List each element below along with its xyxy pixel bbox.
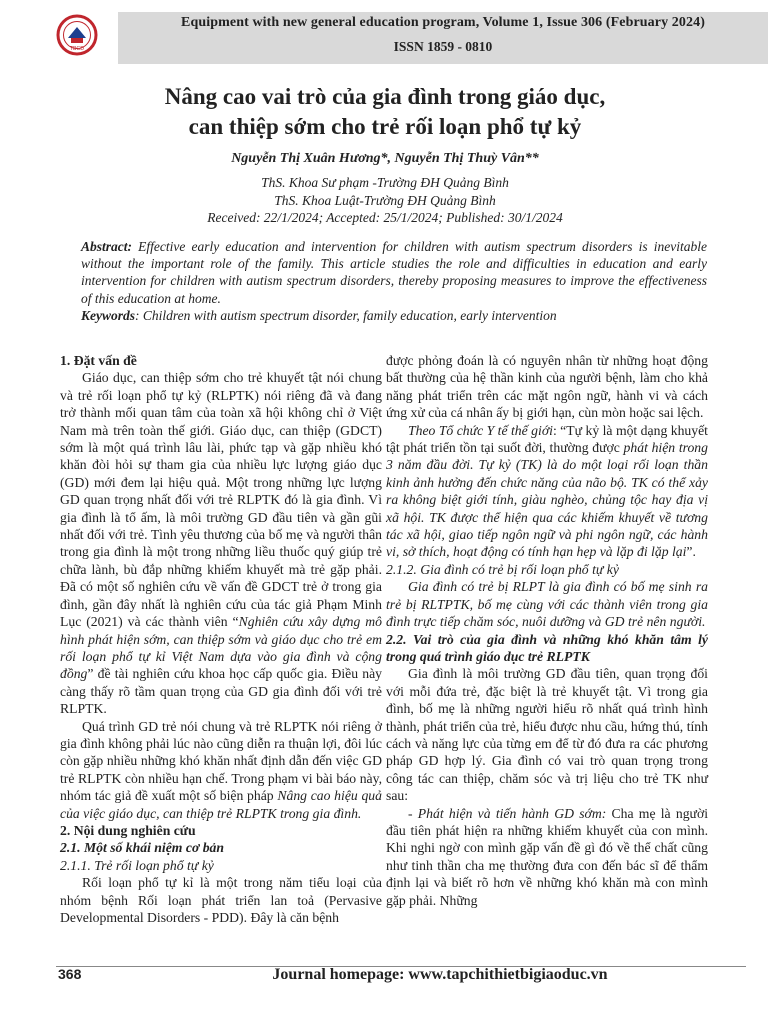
logo-text: TBGD [69, 46, 85, 52]
section-heading-2: 2. Nội dung nghiên cứu [60, 822, 196, 838]
article-title [60, 82, 710, 142]
abstract-text: Effective early education and intervention for children with autism spectrum disorders is inevitable without the important role of the family. This article studies the role and difficulties in education and early intervention for children with autism spectrum disorders, thereby proposing measures to improve the effectiveness of this education at home. [81, 239, 707, 306]
quoted-definition: phát hiện trong 3 năm đầu đời. Tự kỷ (TK) là do một loại rối loạn thần kinh ảnh hưởng đến chức năng của não bộ. TK có thể xảy ra không biệt giới tính, giàu nghèo, chủng tộc hay địa vị xã hội. TK được thể hiện qua các khiếm khuyết về tương tác xã hội, giao tiếp ngôn ngữ và phi ngôn ngữ, các hành vi, sở thích, hoạt động có tính hạn hẹp và lặp đi lặp lại [386, 440, 708, 560]
keywords-text: : Children with autism spectrum disorder, family education, early intervention [135, 307, 557, 323]
paragraph-text: ” đề tài nghiên cứu khoa học cấp quốc gia. Điều này càng thấy rõ tầm quan trọng của GD gia đình đối với trẻ RLPTK. [60, 666, 382, 717]
subsection-heading-2-1-1: 2.1.1. Trẻ rối loạn phổ tự kỷ [60, 857, 214, 873]
paragraph [60, 718, 382, 822]
paper-topic: Nâng cao hiệu quả của việc giáo dục, can thiệp trẻ RLPTK trong gia đình. [60, 788, 382, 821]
paragraph: Gia đình là môi trường GD đầu tiên, quan trọng đối với mỗi đứa trẻ, đặc biệt là trẻ khuyết tật. Vì trong gia đình, bố mẹ là những người hiểu rõ nhất quá trình hình thành, phát triển của trẻ, hiểu được nhu cầu, hứng thú, tính cách và năng lực của từng em để từ đó đưa ra các phương pháp GD hợp lý. Gia đình có vai trò quan trọng trong công tác can thiệp, chăm sóc và trị liệu cho trẻ TK như sau: [386, 666, 708, 804]
journal-citation-line: Equipment with new general education program, Volume 1, Issue 306 (February 2024) [181, 15, 705, 30]
abstract-block [81, 238, 707, 324]
page-number: 368 [58, 966, 82, 982]
paragraph-text: Cha mẹ là người đầu tiên phát hiện ra những khiếm khuyết của con mình. Khi nghi ngờ con mình gặp vấn đề gì đó về thể chất cũng như tinh thần cha mẹ thường đưa con đến bác sĩ để thẩm định lại và biết rõ hơn về những khó khăn mà con mình gặp phải. Những [386, 805, 709, 908]
publication-dates: Received: 22/1/2024; Accepted: 25/1/2024; Published: 30/1/2024 [207, 210, 563, 225]
subsection-heading-2-1: 2.1. Một số khái niệm cơ bản [60, 840, 225, 856]
source-name: Theo Tổ chức Y tế thế giới [408, 422, 553, 438]
paragraph-text: Giáo dục, can thiệp sớm cho trẻ khuyết tật nói chung và trẻ rối loạn phổ tự kỷ (RLPTK) nói riêng đã và đang trở thành mối quan tâm của toàn xã hội không chỉ ở Việt Nam mà trên toàn thế giới. Giáo dục, can thiệp (GDCT) sớm là một quá trình lâu lài, phức tạp và gặp nhiều khó khăn đòi hỏi sự tham gia của nhiều lực lượng giáo dục (GD) mới đem lại hiệu quả. Một trong những lực lượng GD quan trọng nhất đối với trẻ RLPTK đó là gia đình. Vì gia đình là tổ ấm, là môi trường GD đầu tiên và gần gũi nhất đối với trẻ. Tình yêu thương của bố mẹ và người thân trong gia đình là một trong những liều thuốc quý giúp trẻ chữa lành, bù đắp những khiếm khuyết mà trẻ gặp phải. Đã có một số nghiên cứu về vấn đề GDCT trẻ ở trong gia đình, gần đây nhất là nghiên cứu của tác giả Phạm Minh Lục (2021) và các thành viên “ [60, 370, 382, 630]
journal-homepage: Journal homepage: www.tapchithietbigiaoduc.vn [272, 966, 608, 983]
paragraph [386, 805, 708, 909]
paragraph: Gia đình có trẻ bị RLPT là gia đình có bố mẹ sinh ra trẻ bị RLTPTK, bố mẹ cùng với các thành viên trong gia đình trực tiếp chăm sóc, nuôi dưỡng và GD trẻ nên người. [386, 579, 708, 630]
project-title: Nghiên cứu xây dựng mô hình phát hiện sớm, can thiệp sớm và giáo dục cho trẻ em rối loạn phổ tự kỉ Việt Nam dựa vào gia đình và cộng đồng [60, 614, 382, 682]
keywords-label: Keywords [81, 307, 135, 323]
subsection-heading-2-1-2: 2.1.2. Gia đình có trẻ bị rối loạn phổ tự kỷ [386, 561, 619, 577]
paragraph [386, 422, 708, 561]
subsection-heading-2-2: 2.2. Vai trò của gia đình và những khó khăn tâm lý trong quá trình giáo dục trẻ RLPTK [386, 631, 708, 664]
paragraph-text: Quá trình GD trẻ nói chung và trẻ RLPTK nói riêng ở gia đình không phải lúc nào cũng diễn ra thuận lợi, đôi lúc còn gặp nhiều những khó khăn nhất định dẫn đến việc GD trẻ RLPTK còn nhiều hạn chế. Trong phạm vi bài báo này, nhóm tác giả đề xuất một số biện pháp [60, 718, 382, 804]
paragraph [60, 369, 382, 717]
point-label: - Phát hiện và tiến hành GD sớm: [408, 805, 607, 821]
paragraph: được phỏng đoán là có nguyên nhân từ những hoạt động bất thường của hệ thần kinh của người bệnh, làm cho khả năng phát triển trên các mặt ngôn ngữ, hành vi và cách ứng xử của cá nhân ấy bị giới hạn, cùn mòn hoặc sai lệch. [386, 353, 708, 421]
journal-logo [56, 14, 98, 56]
abstract-label: Abstract: [81, 239, 133, 254]
section-heading-1: 1. Đặt vấn đề [60, 353, 137, 368]
affiliation-2: ThS. Khoa Luật-Trường ĐH Quảng Bình [274, 193, 496, 208]
left-column [60, 352, 382, 926]
title-line-1: Nâng cao vai trò của gia đình trong giáo dục, [164, 84, 606, 109]
issn-line: ISSN 1859 - 0810 [393, 39, 493, 54]
affiliation-1: ThS. Khoa Sư phạm -Trường ĐH Quảng Bình [261, 175, 509, 190]
title-line-2: can thiệp sớm cho trẻ rối loạn phổ tự kỷ [188, 114, 582, 139]
authors: Nguyễn Thị Xuân Hương*, Nguyễn Thị Thuỳ Vân** [231, 151, 539, 166]
paragraph: Rối loạn phổ tự kỉ là một trong năm tiểu loại của nhóm bệnh Rối loạn phát triển lan toả (Pervasive Developmental Disorders - PDD). Đây là căn bệnh [60, 875, 382, 925]
paragraph-text: ”. [686, 544, 696, 560]
paragraph-text: : “Tự kỷ là một dạng khuyết tật phát triển tồn tại suốt đời, thường được [386, 422, 708, 456]
right-column [386, 352, 708, 909]
